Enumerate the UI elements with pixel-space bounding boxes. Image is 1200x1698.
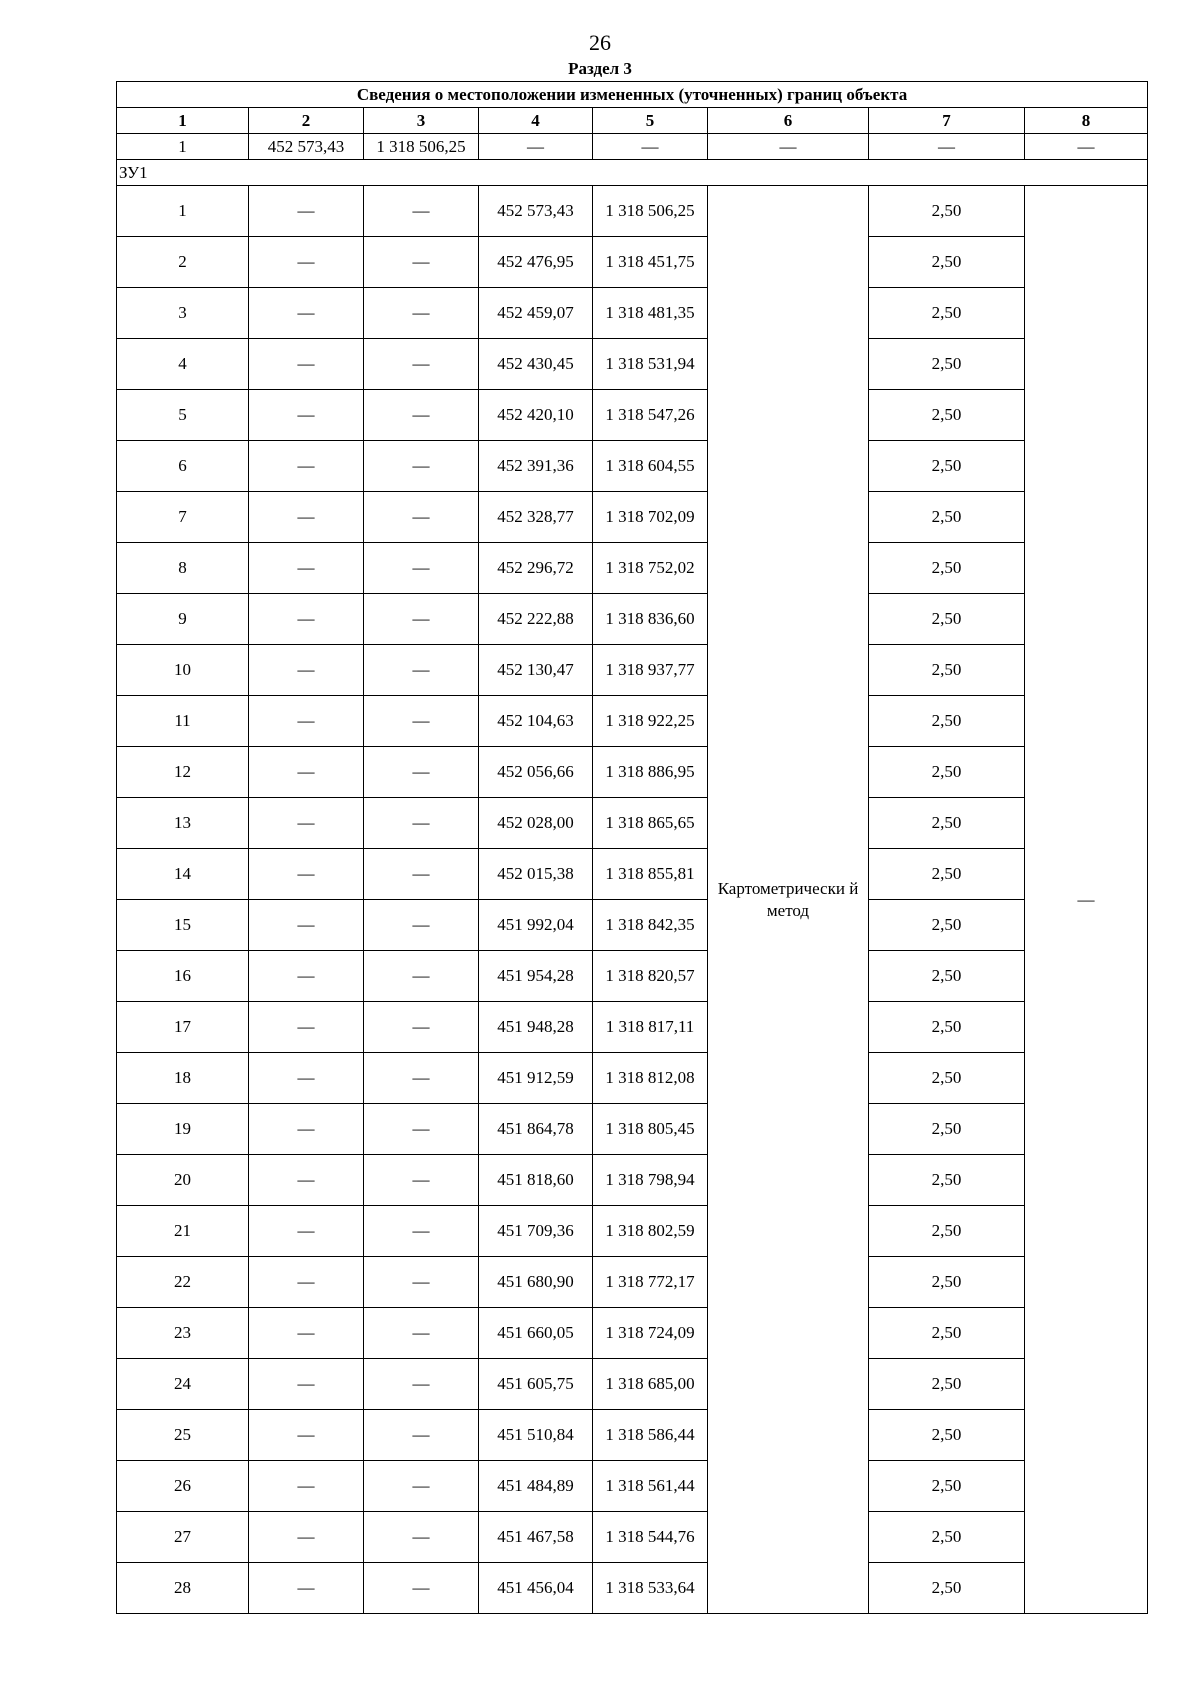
new-x-cell: 451 660,05 [479, 1308, 593, 1359]
point-number-cell: 15 [117, 900, 249, 951]
table-row [117, 1461, 1148, 1512]
new-x-cell: 451 818,60 [479, 1155, 593, 1206]
new-y-cell: 1 318 817,11 [593, 1002, 708, 1053]
table-row [117, 1359, 1148, 1410]
old-x-cell: — [249, 237, 364, 288]
point-number-cell: 10 [117, 645, 249, 696]
old-y-cell: — [364, 1563, 479, 1614]
new-y-cell: 1 318 752,02 [593, 543, 708, 594]
point-number-cell: 1 [117, 186, 249, 237]
table-row [117, 1155, 1148, 1206]
old-y-cell: — [364, 1308, 479, 1359]
point-number-cell: 5 [117, 390, 249, 441]
accuracy-cell: 2,50 [869, 645, 1025, 696]
new-y-cell: 1 318 586,44 [593, 1410, 708, 1461]
new-x-cell: 452 222,88 [479, 594, 593, 645]
new-x-cell: 452 420,10 [479, 390, 593, 441]
old-y-cell: — [364, 1512, 479, 1563]
new-x-cell: 452 028,00 [479, 798, 593, 849]
new-x-cell: 451 954,28 [479, 951, 593, 1002]
old-x-cell: — [249, 951, 364, 1002]
new-x-cell: 451 948,28 [479, 1002, 593, 1053]
new-x-cell: 452 056,66 [479, 747, 593, 798]
accuracy-cell: 2,50 [869, 339, 1025, 390]
point-number-cell: 12 [117, 747, 249, 798]
table-row [117, 288, 1148, 339]
table-cell: — [708, 134, 869, 160]
new-x-cell: 451 912,59 [479, 1053, 593, 1104]
old-x-cell: — [249, 390, 364, 441]
accuracy-cell: 2,50 [869, 1257, 1025, 1308]
old-y-cell: — [364, 645, 479, 696]
accuracy-cell: 2,50 [869, 1359, 1025, 1410]
new-y-cell: 1 318 547,26 [593, 390, 708, 441]
accuracy-cell: 2,50 [869, 1053, 1025, 1104]
old-x-cell: — [249, 1104, 364, 1155]
new-x-cell: 451 510,84 [479, 1410, 593, 1461]
table-row [117, 1512, 1148, 1563]
new-y-cell: 1 318 724,09 [593, 1308, 708, 1359]
point-number-cell: 18 [117, 1053, 249, 1104]
old-y-cell: — [364, 1053, 479, 1104]
table-row [117, 849, 1148, 900]
table-row [117, 441, 1148, 492]
old-y-cell: — [364, 1410, 479, 1461]
old-x-cell: — [249, 1461, 364, 1512]
new-x-cell: 452 015,38 [479, 849, 593, 900]
column-number: 2 [249, 108, 364, 134]
new-y-cell: 1 318 531,94 [593, 339, 708, 390]
section-title: Раздел 3 [568, 59, 632, 78]
point-number-cell: 27 [117, 1512, 249, 1563]
new-y-cell: 1 318 805,45 [593, 1104, 708, 1155]
accuracy-cell: 2,50 [869, 849, 1025, 900]
old-x-cell: — [249, 1308, 364, 1359]
old-y-cell: — [364, 849, 479, 900]
accuracy-cell: 2,50 [869, 1155, 1025, 1206]
new-y-cell: 1 318 820,57 [593, 951, 708, 1002]
point-number-cell: 21 [117, 1206, 249, 1257]
accuracy-cell: 2,50 [869, 288, 1025, 339]
old-y-cell: — [364, 186, 479, 237]
old-y-cell: — [364, 441, 479, 492]
column-number: 3 [364, 108, 479, 134]
new-y-cell: 1 318 561,44 [593, 1461, 708, 1512]
column-number: 8 [1025, 108, 1148, 134]
accuracy-cell: 2,50 [869, 186, 1025, 237]
point-number-cell: 14 [117, 849, 249, 900]
old-x-cell: — [249, 492, 364, 543]
accuracy-cell: 2,50 [869, 696, 1025, 747]
new-y-cell: 1 318 544,76 [593, 1512, 708, 1563]
table-row [117, 747, 1148, 798]
new-x-cell: 451 680,90 [479, 1257, 593, 1308]
old-x-cell: — [249, 339, 364, 390]
table-cell: — [869, 134, 1025, 160]
table-row [117, 1563, 1148, 1614]
old-x-cell: — [249, 849, 364, 900]
old-x-cell: — [249, 1053, 364, 1104]
new-y-cell: 1 318 855,81 [593, 849, 708, 900]
new-y-cell: 1 318 836,60 [593, 594, 708, 645]
new-x-cell: 451 456,04 [479, 1563, 593, 1614]
point-number-cell: 17 [117, 1002, 249, 1053]
old-y-cell: — [364, 1461, 479, 1512]
point-number-cell: 20 [117, 1155, 249, 1206]
accuracy-cell: 2,50 [869, 543, 1025, 594]
accuracy-cell: 2,50 [869, 492, 1025, 543]
new-y-cell: 1 318 702,09 [593, 492, 708, 543]
table-body [117, 82, 1148, 1614]
old-y-cell: — [364, 900, 479, 951]
new-x-cell: 452 391,36 [479, 441, 593, 492]
new-x-cell: 452 104,63 [479, 696, 593, 747]
new-x-cell: 452 130,47 [479, 645, 593, 696]
accuracy-cell: 2,50 [869, 441, 1025, 492]
accuracy-cell: 2,50 [869, 951, 1025, 1002]
accuracy-cell: 2,50 [869, 1308, 1025, 1359]
point-number-cell: 8 [117, 543, 249, 594]
table-cell: — [1025, 134, 1148, 160]
table-row [117, 186, 1148, 237]
table-row [117, 237, 1148, 288]
table-cell: 1 [117, 134, 249, 160]
new-y-cell: 1 318 802,59 [593, 1206, 708, 1257]
point-number-cell: 6 [117, 441, 249, 492]
column-number: 6 [708, 108, 869, 134]
new-y-cell: 1 318 865,65 [593, 798, 708, 849]
old-y-cell: — [364, 1257, 479, 1308]
accuracy-cell: 2,50 [869, 1206, 1025, 1257]
point-number-cell: 13 [117, 798, 249, 849]
new-x-cell: 451 467,58 [479, 1512, 593, 1563]
table-row [117, 492, 1148, 543]
table-row [117, 696, 1148, 747]
accuracy-cell: 2,50 [869, 237, 1025, 288]
new-x-cell: 452 430,45 [479, 339, 593, 390]
table-row [117, 798, 1148, 849]
old-x-cell: — [249, 594, 364, 645]
table-row [117, 951, 1148, 1002]
object-label-row [117, 160, 1148, 186]
old-y-cell: — [364, 1155, 479, 1206]
table-row [117, 1308, 1148, 1359]
old-y-cell: — [364, 747, 479, 798]
old-y-cell: — [364, 696, 479, 747]
accuracy-cell: 2,50 [869, 1461, 1025, 1512]
table-row [117, 1002, 1148, 1053]
method-cell: Картометрически й метод [708, 186, 869, 1614]
table-caption-row [117, 82, 1148, 108]
table-row [117, 645, 1148, 696]
old-y-cell: — [364, 1002, 479, 1053]
old-x-cell: — [249, 1155, 364, 1206]
old-y-cell: — [364, 1206, 479, 1257]
old-y-cell: — [364, 543, 479, 594]
table-cell: 1 318 506,25 [364, 134, 479, 160]
old-x-cell: — [249, 900, 364, 951]
accuracy-cell: 2,50 [869, 1563, 1025, 1614]
old-x-cell: — [249, 543, 364, 594]
coordinates-table [116, 81, 1148, 1614]
table-row [117, 339, 1148, 390]
old-x-cell: — [249, 1512, 364, 1563]
point-number-cell: 11 [117, 696, 249, 747]
point-number-cell: 26 [117, 1461, 249, 1512]
old-x-cell: — [249, 1410, 364, 1461]
accuracy-cell: 2,50 [869, 798, 1025, 849]
table-row [117, 543, 1148, 594]
accuracy-cell: 2,50 [869, 1512, 1025, 1563]
new-x-cell: 451 992,04 [479, 900, 593, 951]
new-y-cell: 1 318 812,08 [593, 1053, 708, 1104]
old-x-cell: — [249, 1563, 364, 1614]
new-y-cell: 1 318 481,35 [593, 288, 708, 339]
new-y-cell: 1 318 451,75 [593, 237, 708, 288]
column-number: 1 [117, 108, 249, 134]
table-row [117, 594, 1148, 645]
old-x-cell: — [249, 1257, 364, 1308]
accuracy-cell: 2,50 [869, 900, 1025, 951]
point-number-cell: 19 [117, 1104, 249, 1155]
point-number-cell: 9 [117, 594, 249, 645]
column-number: 5 [593, 108, 708, 134]
table-row [117, 900, 1148, 951]
column-numbers-row [117, 108, 1148, 134]
accuracy-cell: 2,50 [869, 1104, 1025, 1155]
old-x-cell: — [249, 1359, 364, 1410]
column-number: 4 [479, 108, 593, 134]
new-x-cell: 451 864,78 [479, 1104, 593, 1155]
old-x-cell: — [249, 186, 364, 237]
old-y-cell: — [364, 288, 479, 339]
new-y-cell: 1 318 604,55 [593, 441, 708, 492]
old-y-cell: — [364, 1359, 479, 1410]
old-x-cell: — [249, 798, 364, 849]
accuracy-cell: 2,50 [869, 390, 1025, 441]
new-y-cell: 1 318 798,94 [593, 1155, 708, 1206]
new-x-cell: 452 296,72 [479, 543, 593, 594]
table-row [117, 1206, 1148, 1257]
old-y-cell: — [364, 390, 479, 441]
table-row [117, 390, 1148, 441]
new-x-cell: 451 484,89 [479, 1461, 593, 1512]
table-caption: Сведения о местоположении измененных (уточненных) границ объекта [117, 82, 1148, 108]
table-row [117, 1410, 1148, 1461]
accuracy-cell: 2,50 [869, 1410, 1025, 1461]
new-x-cell: 452 476,95 [479, 237, 593, 288]
column-number: 7 [869, 108, 1025, 134]
accuracy-cell: 2,50 [869, 1002, 1025, 1053]
accuracy-cell: 2,50 [869, 747, 1025, 798]
new-x-cell: 452 328,77 [479, 492, 593, 543]
old-x-cell: — [249, 1206, 364, 1257]
new-x-cell: 451 605,75 [479, 1359, 593, 1410]
point-number-cell: 4 [117, 339, 249, 390]
old-y-cell: — [364, 951, 479, 1002]
page-number: 26 [589, 30, 611, 55]
new-y-cell: 1 318 922,25 [593, 696, 708, 747]
old-y-cell: — [364, 339, 479, 390]
point-number-cell: 25 [117, 1410, 249, 1461]
point-number-cell: 23 [117, 1308, 249, 1359]
old-x-cell: — [249, 645, 364, 696]
table-cell: 452 573,43 [249, 134, 364, 160]
new-y-cell: 1 318 533,64 [593, 1563, 708, 1614]
point-number-cell: 22 [117, 1257, 249, 1308]
start-point-row [117, 134, 1148, 160]
accuracy-cell: 2,50 [869, 594, 1025, 645]
new-x-cell: 451 709,36 [479, 1206, 593, 1257]
new-y-cell: 1 318 772,17 [593, 1257, 708, 1308]
old-x-cell: — [249, 441, 364, 492]
new-y-cell: 1 318 937,77 [593, 645, 708, 696]
new-y-cell: 1 318 842,35 [593, 900, 708, 951]
old-y-cell: — [364, 594, 479, 645]
table-row [117, 1053, 1148, 1104]
old-y-cell: — [364, 1104, 479, 1155]
old-y-cell: — [364, 798, 479, 849]
old-y-cell: — [364, 492, 479, 543]
column-8-cell: — [1025, 186, 1148, 1614]
table-cell: — [593, 134, 708, 160]
point-number-cell: 24 [117, 1359, 249, 1410]
new-x-cell: 452 573,43 [479, 186, 593, 237]
new-y-cell: 1 318 506,25 [593, 186, 708, 237]
point-number-cell: 28 [117, 1563, 249, 1614]
point-number-cell: 7 [117, 492, 249, 543]
new-y-cell: 1 318 685,00 [593, 1359, 708, 1410]
old-x-cell: — [249, 1002, 364, 1053]
old-x-cell: — [249, 696, 364, 747]
table-cell: — [479, 134, 593, 160]
point-number-cell: 2 [117, 237, 249, 288]
point-number-cell: 3 [117, 288, 249, 339]
old-y-cell: — [364, 237, 479, 288]
table-row [117, 1104, 1148, 1155]
object-label: ЗУ1 [117, 160, 1148, 186]
old-x-cell: — [249, 747, 364, 798]
new-x-cell: 452 459,07 [479, 288, 593, 339]
old-x-cell: — [249, 288, 364, 339]
table-row [117, 1257, 1148, 1308]
new-y-cell: 1 318 886,95 [593, 747, 708, 798]
point-number-cell: 16 [117, 951, 249, 1002]
